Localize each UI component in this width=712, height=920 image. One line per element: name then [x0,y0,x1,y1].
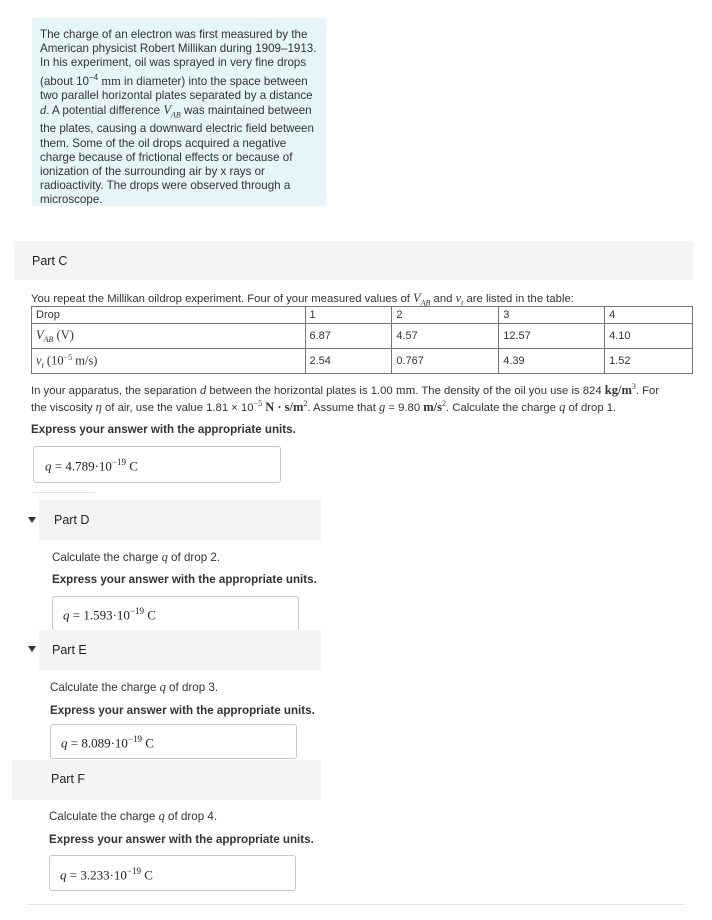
line2-unit: N · s/m [262,399,304,414]
intro-panel [32,18,326,206]
part-c-lead [31,291,574,307]
answer-mantissa: 8.089·10 [81,735,128,751]
answer-exponent: −19 [127,734,143,744]
table-cell: 4.39 [499,349,605,374]
line1-unit: kg/m [604,382,632,397]
row1-label-var: V [36,327,44,342]
table-cell: 4.57 [392,324,499,349]
answer-mantissa: 1.593·10 [83,607,130,623]
line2-exp2: 2 [303,399,308,408]
part-e-prompt [50,680,218,695]
part-d-prompt-b: of drop 2. [167,551,221,564]
part-f-answer-field[interactable] [49,855,296,891]
row2-label-exp: −5 [63,352,73,362]
line1-a: In your apparatus, the separation [31,384,200,397]
part-f-prompt [49,809,217,824]
answer-q: q [61,735,68,751]
intro-unit-a: mm [101,73,121,88]
intro-text-a: The charge of an electron was first measured by the American physicist Robert Millikan during 1909–1913. In his experiment, oil was sprayed in very fine drops (about 10 [40,28,317,88]
line2-d: = 9.80 [385,401,424,414]
table-cell: 2.54 [305,349,392,374]
part-c-lead-b: and [430,293,456,305]
line2-gunit: m/s [423,399,443,414]
part-f-instruction: Express your answer with the appropriate units. [49,833,314,846]
part-d-answer-field[interactable] [52,596,299,631]
part-c-answer-field[interactable] [33,446,281,483]
table-row [32,349,693,374]
row1-label-unit: (V) [53,327,74,342]
part-c-lead-sub: AB [420,298,431,308]
answer-eq: = [69,607,84,623]
answer-q: q [45,458,52,474]
answer-q: q [60,867,67,883]
part-e-prompt-q: q [159,680,166,694]
answer-unit: C [144,607,156,623]
table-row-label [32,324,306,349]
intro-text-c: . A potential difference [46,103,164,117]
part-c-header[interactable] [14,241,693,280]
part-c-lead-c: are listed in the table: [463,293,574,305]
line2-q: q [559,399,566,414]
table-cell: 4.10 [605,324,693,349]
answer-eq: = [66,867,81,883]
line2-g: g [379,399,386,414]
part-f-label: Part F [51,772,86,786]
table-cell: 1.52 [605,349,693,374]
part-e-answer-field[interactable] [50,724,297,759]
table-header-cell: 2 [392,307,499,324]
intro-var-vab: V [163,102,171,117]
divider [33,492,95,493]
line2-f: of drop 1. [565,401,617,414]
part-c-lead-v: V [413,291,421,305]
answer-mantissa: 4.789·10 [65,458,112,474]
intro-var-d: d [40,102,47,117]
answer-exponent: −19 [111,457,127,467]
intro-text-d: was maintained between the plates, causing a downward electric field between them. Some of the oil drops acquired a negative charge because of frictional effects or because of ionization of the surrounding air by x rays or radioactivity. The drops were observed through a microscope. [40,103,314,207]
part-c-lead-vt: v [455,291,462,305]
part-e-prompt-b: of drop 3. [165,681,219,694]
part-e-prompt-a: Calculate the charge [50,681,160,694]
part-c-line2 [31,399,616,415]
part-d-instruction: Express your answer with the appropriate units. [52,573,317,586]
part-d-label: Part D [54,513,90,527]
part-c-label: Part C [32,254,68,268]
answer-eq: = [51,458,66,474]
part-f-prompt-a: Calculate the charge [49,810,159,823]
answer-eq: = [67,735,82,751]
line2-e: . Calculate the charge [446,401,560,414]
part-e-label: Part E [52,643,87,657]
line2-a: the viscosity [31,401,96,414]
answer-unit: C [126,458,138,474]
part-f-prompt-q: q [158,809,165,823]
caret-down-icon[interactable] [28,646,36,652]
table-cell: 0.767 [392,349,499,374]
row1-label-sub: AB [43,335,54,345]
line2-gexp: 2 [442,399,447,408]
line1-end: . For [635,384,660,397]
part-c-lead-vt-sub: t [461,298,464,308]
row2-label-var: v [36,353,42,368]
part-d-prompt [52,550,220,565]
table-cell: 6.87 [305,324,392,349]
part-e-instruction: Express your answer with the appropriate units. [50,704,315,717]
line2-exp: −5 [253,399,263,408]
answer-q: q [63,607,70,623]
divider [28,904,684,905]
table-header-cell: 3 [499,307,605,324]
answer-exponent: −19 [129,606,145,616]
intro-text-b: in diameter) into the space between two parallel horizontal plates separated by a distance [40,74,313,102]
line1-c: . The density of the oil you use is 824 [415,384,605,397]
answer-mantissa: 3.233·10 [80,867,127,883]
line2-eta: η [95,399,102,414]
table-header-cell: Drop [32,307,306,324]
line1-exp: 3 [631,382,636,391]
line2-c: . Assume that [307,401,379,414]
part-c-lead-a: You repeat the Millikan oildrop experiment. Four of your measured values of [31,293,413,305]
line1-mm: mm [395,382,416,397]
table-header-cell: 4 [605,307,693,324]
caret-down-icon[interactable] [28,517,36,523]
line1-b: between the horizontal plates is 1.00 [206,384,396,397]
part-d-prompt-q: q [161,550,168,564]
answer-unit: C [142,735,154,751]
answer-unit: C [141,867,153,883]
line2-b: of air, use the value 1.81 × 10 [101,401,254,414]
intro-sub-ab: AB [171,110,181,120]
table-row-label [32,349,306,374]
part-d-prompt-a: Calculate the charge [52,551,162,564]
table-header-row [32,307,693,324]
answer-exponent: −19 [126,866,142,876]
table-row [32,324,693,349]
row2-label-sub: t [41,360,44,370]
row2-label-unit: (10 [43,353,64,368]
part-c-line1 [31,382,659,398]
part-c-instruction: Express your answer with the appropriate units. [31,423,296,436]
line1-d: d [199,382,207,397]
table-header-cell: 1 [305,307,392,324]
table-cell: 12.57 [499,324,605,349]
part-f-prompt-b: of drop 4. [164,810,218,823]
intro-exp-a: −4 [89,72,99,82]
data-table [31,306,693,374]
row2-label-unit-end: m/s) [72,353,98,368]
